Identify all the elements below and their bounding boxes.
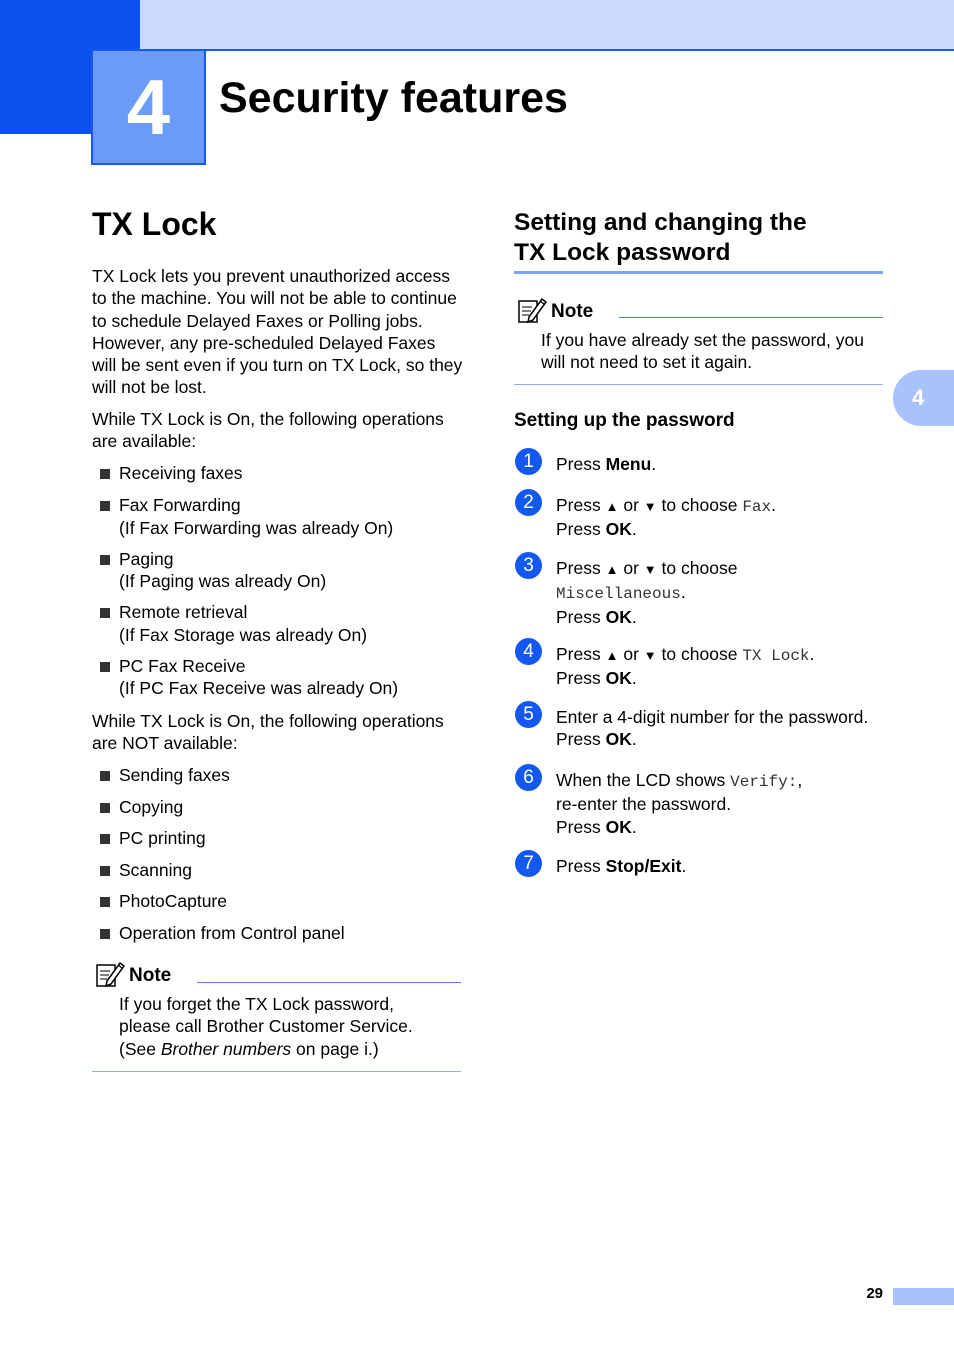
step-2: Press ▲ or ▼ to choose Fax. Press OK.	[556, 495, 776, 540]
step-5: Enter a 4-digit number for the password. Press OK.	[556, 707, 869, 750]
step-number-badge: 7	[515, 850, 542, 877]
section-heading-password: Setting and changing the TX Lock password	[514, 209, 807, 266]
footer-bar	[893, 1288, 954, 1305]
list-item: Receiving faxes	[100, 462, 470, 484]
step-number-badge: 6	[515, 764, 542, 791]
key-label: OK	[605, 729, 632, 750]
bullet-icon	[100, 608, 110, 618]
list-item: PC printing	[100, 827, 470, 849]
note-text: If you forget the TX Lock password, please call Brother Customer Service. (See Brother numbers on page i.)	[119, 994, 413, 1059]
note-pencil-icon	[517, 295, 547, 325]
up-arrow-icon: ▲	[605, 499, 619, 514]
note-bottom-rule	[92, 1071, 461, 1072]
list-item: PhotoCapture	[100, 890, 470, 912]
lcd-text: Fax	[742, 498, 772, 516]
reference-link-text: Brother numbers	[160, 1038, 292, 1059]
step-3: Press ▲ or ▼ to choose Miscellaneous. Press OK.	[556, 558, 738, 627]
note-text: If you have already set the password, you will not need to set it again.	[541, 330, 864, 373]
page-number: 29	[866, 1285, 883, 1302]
note-rule	[197, 982, 461, 983]
step-number-badge: 4	[515, 638, 542, 665]
intro-paragraph: TX Lock lets you prevent unauthorized access to the machine. You will not be able to continue to schedule Delayed Faxes or Polling jobs. However, any pre-scheduled Delayed Faxes will be sent even if you turn on TX Lock, so they will not be lost.	[92, 266, 463, 398]
key-label: OK	[605, 668, 632, 689]
available-intro: While TX Lock is On, the following operations are available:	[92, 409, 444, 452]
list-item: PC Fax Receive (If PC Fax Receive was already On)	[100, 655, 470, 700]
key-label: OK	[605, 816, 632, 837]
list-item: Fax Forwarding (If Fax Forwarding was already On)	[100, 494, 470, 539]
available-list	[100, 462, 470, 700]
step-1: Press Menu.	[556, 454, 657, 474]
chapter-title: Security features	[219, 74, 568, 122]
key-label: Stop/Exit	[605, 856, 682, 876]
step-number-badge: 5	[515, 701, 542, 728]
down-arrow-icon: ▼	[643, 562, 657, 577]
up-arrow-icon: ▲	[605, 648, 619, 663]
header-band	[140, 0, 954, 51]
chapter-number-box: 4	[91, 49, 206, 165]
step-number-badge: 1	[515, 448, 542, 475]
lcd-text: Miscellaneous	[556, 585, 681, 604]
list-item: Operation from Control panel	[100, 922, 470, 944]
list-item: Copying	[100, 796, 470, 818]
down-arrow-icon: ▼	[643, 648, 657, 663]
step-number-badge: 3	[515, 552, 542, 579]
step-number-badge: 2	[515, 489, 542, 516]
list-item: Paging (If Paging was already On)	[100, 548, 470, 593]
list-item: Remote retrieval (If Fax Storage was already On)	[100, 601, 470, 646]
bullet-icon	[100, 929, 110, 939]
step-4: Press ▲ or ▼ to choose TX Lock. Press OK.	[556, 644, 815, 689]
step-7: Press Stop/Exit.	[556, 856, 687, 876]
up-arrow-icon: ▲	[605, 562, 619, 577]
unavailable-intro: While TX Lock is On, the following operations are NOT available:	[92, 711, 444, 754]
key-label: Menu	[605, 454, 652, 474]
bullet-icon	[100, 771, 110, 781]
note-label: Note	[129, 965, 172, 986]
section-heading-tx-lock: TX Lock	[92, 206, 217, 242]
list-item: Sending faxes	[100, 764, 470, 786]
bullet-icon	[100, 555, 110, 565]
note-bottom-rule	[514, 384, 883, 385]
bullet-icon	[100, 897, 110, 907]
list-item: Scanning	[100, 859, 470, 881]
lcd-text: Verify:	[730, 773, 798, 791]
subheading-setup: Setting up the password	[514, 410, 735, 431]
bullet-icon	[100, 662, 110, 672]
note-rule	[619, 317, 883, 318]
key-label: OK	[605, 519, 632, 540]
lcd-text: TX Lock	[742, 647, 810, 665]
bullet-icon	[100, 501, 110, 511]
key-label: OK	[605, 606, 632, 627]
bullet-icon	[100, 803, 110, 813]
chapter-side-tab: 4	[893, 370, 954, 426]
heading-rule	[514, 271, 883, 274]
note-pencil-icon	[95, 959, 125, 989]
unavailable-list	[100, 764, 470, 944]
bullet-icon	[100, 866, 110, 876]
note-label: Note	[551, 301, 594, 322]
bullet-icon	[100, 834, 110, 844]
step-6: When the LCD shows Verify:, re-enter the password. Press OK.	[556, 770, 803, 837]
down-arrow-icon: ▼	[643, 499, 657, 514]
bullet-icon	[100, 469, 110, 479]
